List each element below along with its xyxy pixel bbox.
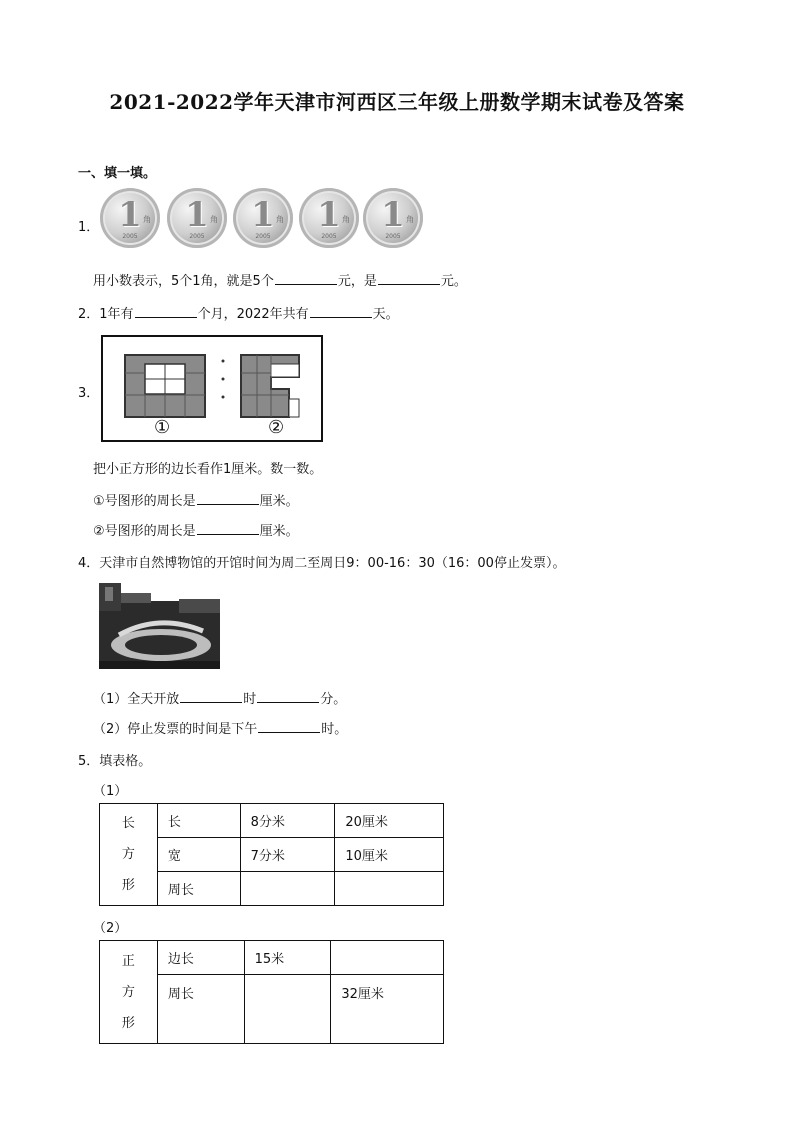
answer-blank[interactable] bbox=[135, 305, 197, 318]
question-3-line-1: ①号图形的周长是 厘米。 bbox=[93, 494, 299, 509]
answer-cell[interactable] bbox=[240, 872, 335, 906]
table-row bbox=[100, 804, 444, 838]
grid-figures-box bbox=[101, 335, 323, 442]
table-cell: 宽 bbox=[157, 838, 240, 872]
question-1-number: 1． bbox=[78, 220, 100, 235]
coin-icon: 1 角 2005 bbox=[167, 188, 227, 248]
coin-row bbox=[100, 188, 430, 252]
figure-1-shape bbox=[125, 355, 205, 417]
coin-icon: 1 角 2005 bbox=[363, 188, 423, 248]
answer-blank[interactable] bbox=[197, 492, 259, 505]
table-cell: 周长 bbox=[157, 975, 244, 1044]
coin-icon: 1 角 2005 bbox=[100, 188, 160, 248]
figure-2-shape bbox=[241, 355, 299, 417]
question-1-text: 用小数表示，5个1角，就是5个 元，是 元。 bbox=[93, 274, 467, 289]
answer-blank[interactable] bbox=[310, 305, 372, 318]
figure-2-label: ② bbox=[268, 417, 285, 438]
section-heading: 一、填一填。 bbox=[78, 166, 157, 181]
question-5: 5．填表格。 bbox=[78, 754, 152, 769]
table-cell: 15米 bbox=[244, 941, 331, 975]
table-cell: 8分米 bbox=[240, 804, 335, 838]
shape-label-cell: 正 方 形 bbox=[100, 941, 158, 1044]
shape-label-cell: 长 方 形 bbox=[100, 804, 158, 906]
table-cell: 10厘米 bbox=[335, 838, 444, 872]
grid-figures-drawing bbox=[103, 337, 321, 440]
answer-blank[interactable] bbox=[197, 522, 259, 535]
table-cell: 边长 bbox=[157, 941, 244, 975]
table-1-label: （1） bbox=[93, 784, 128, 799]
table-row bbox=[100, 941, 444, 975]
answer-blank[interactable] bbox=[378, 272, 440, 285]
answer-cell[interactable] bbox=[244, 975, 331, 1044]
table-rectangle bbox=[99, 803, 444, 906]
coin-icon: 1 角 2005 bbox=[233, 188, 293, 248]
question-3-intro: 把小正方形的边长看作1厘米。数一数。 bbox=[93, 462, 323, 477]
table-square bbox=[99, 940, 444, 1044]
question-3-number: 3． bbox=[78, 386, 100, 401]
museum-photo bbox=[99, 583, 220, 669]
answer-blank[interactable] bbox=[275, 272, 337, 285]
table-2-label: （2） bbox=[93, 921, 128, 936]
answer-blank[interactable] bbox=[258, 720, 320, 733]
question-2: 2．1年有 个月，2022年共有 天。 bbox=[78, 307, 399, 322]
figure-1-label: ① bbox=[154, 417, 171, 438]
table-cell: 20厘米 bbox=[335, 804, 444, 838]
table-cell: 7分米 bbox=[240, 838, 335, 872]
question-3-line-2: ②号图形的周长是 厘米。 bbox=[93, 524, 299, 539]
answer-blank[interactable] bbox=[180, 690, 242, 703]
answer-blank[interactable] bbox=[257, 690, 319, 703]
question-4-sub-2: （2）停止发票的时间是下午 时。 bbox=[93, 722, 348, 737]
table-cell: 周长 bbox=[157, 872, 240, 906]
question-4-sub-1: （1）全天开放 时 分。 bbox=[93, 692, 347, 707]
table-cell: 32厘米 bbox=[331, 975, 444, 1044]
page-title: 2021-2022学年天津市河西区三年级上册数学期末试卷及答案 bbox=[109, 90, 685, 114]
answer-cell[interactable] bbox=[331, 941, 444, 975]
question-4: 4．天津市自然博物馆的开馆时间为周二至周日9：00-16：30（16：00停止发票）。 bbox=[78, 556, 566, 571]
table-cell: 长 bbox=[157, 804, 240, 838]
answer-cell[interactable] bbox=[335, 872, 444, 906]
coin-icon: 1 角 2005 bbox=[299, 188, 359, 248]
